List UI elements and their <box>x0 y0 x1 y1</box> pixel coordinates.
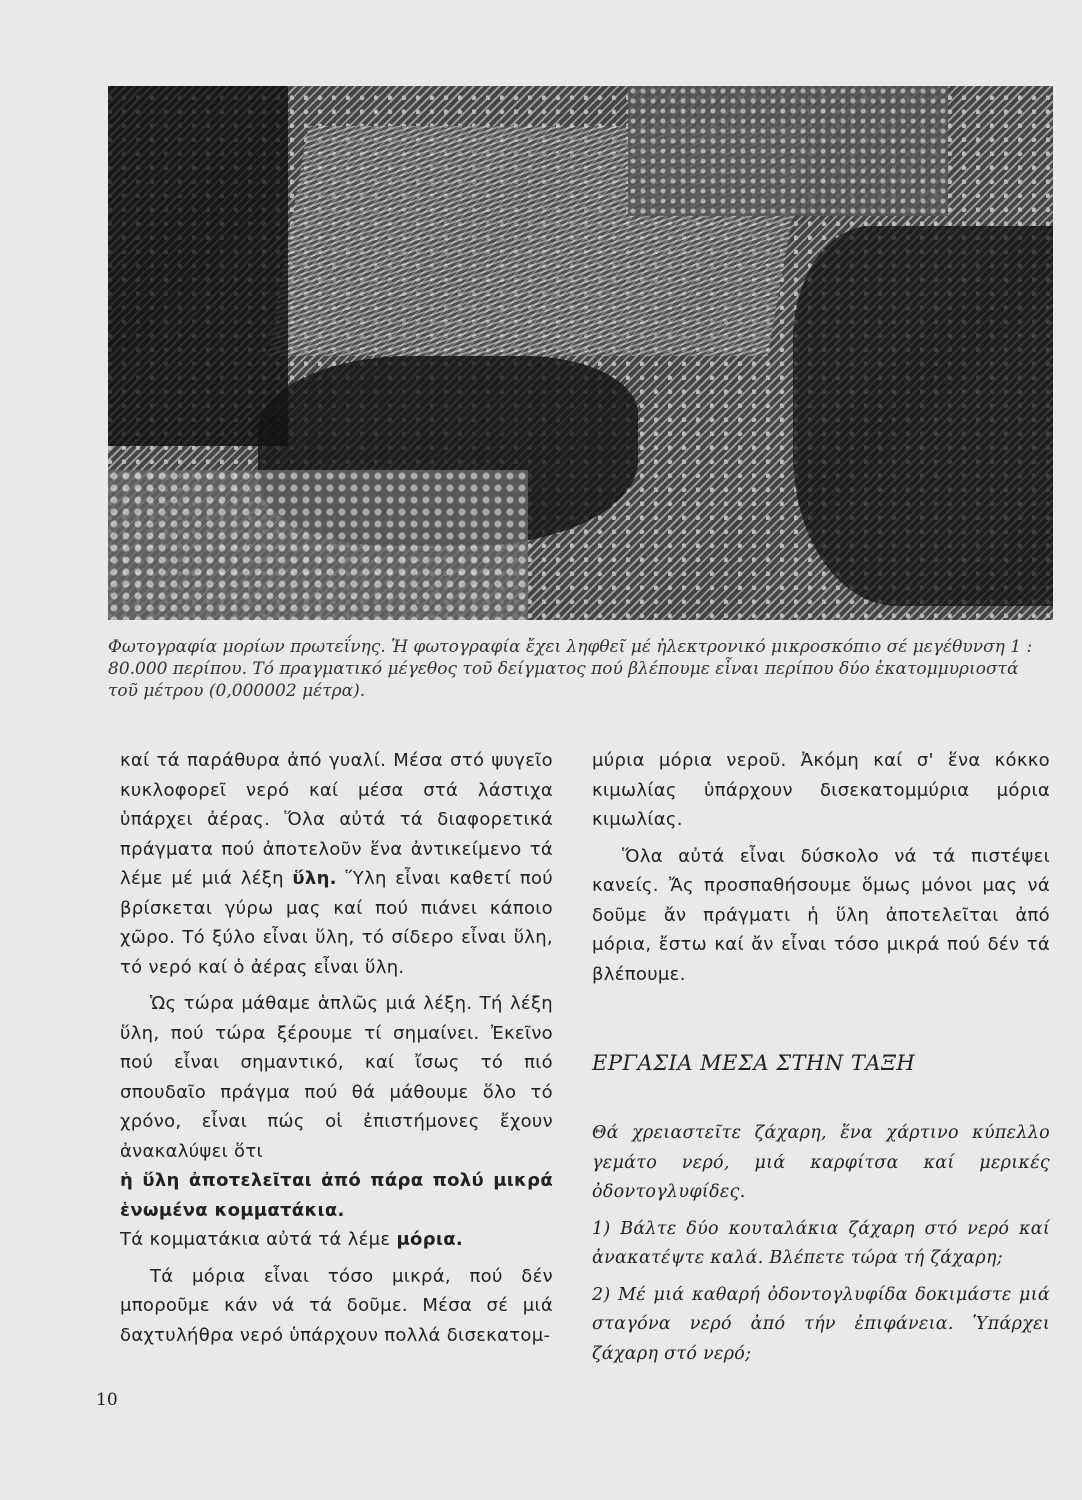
paragraph: Ὅλα αὐτά εἶναι δύσκολο νά τά πιστέψει κανείς. Ἄς προσπαθήσουμε ὅμως μόνοι μας νά δοῦμε ἄν πράγματι ἡ ὕλη ἀποτελεῖται ἀπό μόρια, ἔστω καί ἄν εἶναι τόσο μικρά πού δέν τά βλέπουμε. <box>592 845 1050 985</box>
paragraph: Ὡς τώρα μάθαμε ἁπλῶς μιά λέξη. Τή λέξη ὕλη, πού τώρα ξέρουμε τί σημαίνει. Ἐκεῖνο πού εἶναι σημαντικό, καί ἴσως τό πιό σπουδαῖο πράγμα πού θά μάθουμε ὅλο τό χρόνο, εἶναι πώς οἱ ἐπιστήμονες ἔχουν ἀνακαλύψει ὅτι <box>120 993 553 1162</box>
activity-intro: Θά χρειαστεῖτε ζάχαρη, ἕνα χάρτινο κύπελλο γεμάτο νερό, μιά καρφίτσα καί μερικές ὀδοντογλυφίδες. <box>592 1123 1050 1202</box>
photo-texture-particles <box>628 86 948 216</box>
activity-step: 1) Βάλτε δύο κουταλάκια ζάχαρη στό νερό καί ἀνακατέψτε καλά. Βλέπετε τώρα τή ζάχαρη; <box>592 1218 1050 1268</box>
page-number: 10 <box>96 1390 118 1410</box>
text: καί τά παράθυρα ἀπό γυαλί. Μέσα στό ψυγεῖο κυκλοφορεῖ νερό καί μέσα στά λάστιχα ὑπάρχει ἀέρας. Ὅλα αὐτά τά διαφορετικά πράγματα πού ἀποτελοῦν ἕνα ἀντικείμενο τά λέμε μέ μιά λέξη <box>120 750 553 889</box>
protein-molecules-photo <box>108 86 1053 620</box>
paragraph <box>120 746 553 982</box>
photo-texture-particles <box>108 470 528 620</box>
photo-texture-shadow <box>108 86 288 446</box>
key-term: μόρια. <box>396 1229 463 1250</box>
photo-texture-shadow <box>793 226 1053 606</box>
text: Τά κομματάκια αὐτά τά λέμε <box>120 1229 391 1250</box>
paragraph <box>120 1225 553 1255</box>
text: Ὕλη εἶναι καθετί πού βρίσκεται γύρω μας καί πού πιάνει κάποιο χῶρο. Τό ξύλο εἶναι ὕλη, τό σίδερο εἶναι ὕλη, τό νερό καί ὁ ἀέρας εἶναι ὕλη. <box>120 868 553 978</box>
section-heading: ΕΡΓΑΣΙΑ ΜΕΣΑ ΣΤΗΝ ΤΑΞΗ <box>592 1051 916 1075</box>
key-term: ὕλη. <box>292 868 337 889</box>
key-statement: ἡ ὕλη ἀποτελεῖται ἀπό πάρα πολύ μικρά ἑνωμένα κομματάκια. <box>120 1170 553 1221</box>
paragraph: μύρια μόρια νεροῦ. Ἀκόμη καί σ' ἕνα κόκκο κιμωλίας ὑπάρχουν δισεκατομμύρια μόρια κιμωλίας. <box>592 750 1050 830</box>
paragraph: Τά μόρια εἶναι τόσο μικρά, πού δέν μποροῦμε κάν νά τά δοῦμε. Μέσα σέ μιά δαχτυλήθρα νερό ὑπάρχουν πολλά δισεκατομ- <box>120 1265 553 1346</box>
right-column <box>592 746 1050 1369</box>
figure-caption: Φωτογραφία μορίων πρωτεΐνης. Ἡ φωτογραφία ἔχει ληφθεῖ μέ ἠλεκτρονικό μικροσκόπιο σέ μεγέθυνση 1 : 80.000 περίπου. Τό πραγματικό μέγεθος τοῦ δείγματος πού βλέπουμε εἶναι περίπου δύο ἑκατομμυριοστά τοῦ μέτρου (0,000002 μέτρα). <box>108 637 1033 701</box>
activity-step: 2) Μέ μιά καθαρή ὀδοντογλυφίδα δοκιμάστε μιά σταγόνα νερό ἀπό τήν ἐπιφάνεια. Ὑπάρχει ζάχαρη στό νερό; <box>592 1284 1050 1364</box>
left-column <box>120 746 553 1350</box>
